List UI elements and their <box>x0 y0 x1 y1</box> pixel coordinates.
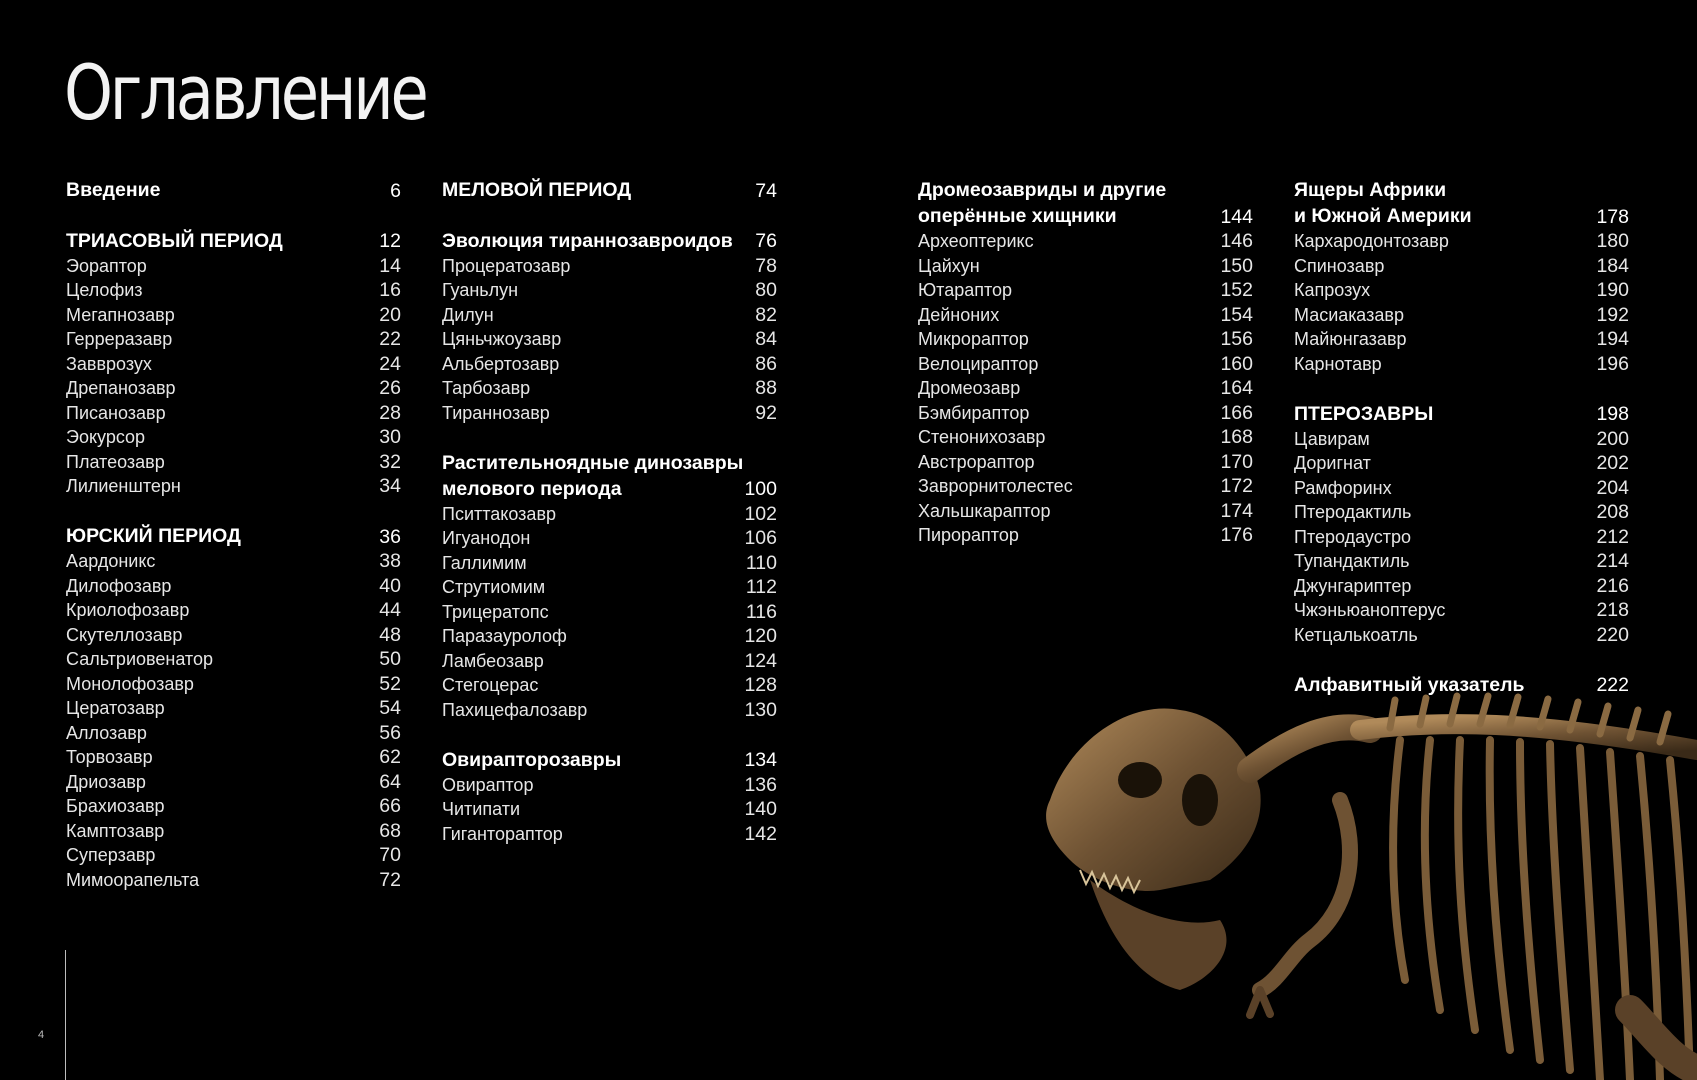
toc-column-2 <box>442 177 777 871</box>
toc-entry-label: Спинозавр <box>1294 255 1385 276</box>
toc-entry-page: 130 <box>744 698 777 721</box>
toc-entry-label: Стенонихозавр <box>918 427 1046 447</box>
toc-entry <box>442 303 777 328</box>
toc-heading-label <box>66 523 357 549</box>
toc-entry-page: 110 <box>745 551 777 574</box>
toc-entry-label: Герреразавр <box>66 329 173 349</box>
toc-section <box>1294 177 1629 376</box>
toc-entry <box>918 352 1253 377</box>
toc-heading-label <box>442 177 733 203</box>
toc-entry <box>1294 476 1629 501</box>
toc-heading-label <box>918 177 1209 229</box>
toc-heading-line: и Южной Америки <box>1294 205 1472 227</box>
toc-entry-label: Пирораптор <box>918 525 1019 545</box>
toc-section <box>1294 401 1629 648</box>
toc-entry-label: Пахицефалозавр <box>442 699 588 720</box>
toc-entry-label: Кархародонтозавр <box>1294 231 1449 251</box>
toc-entry-page: 174 <box>1220 499 1253 522</box>
toc-heading <box>442 450 777 502</box>
toc-entry-page: 184 <box>1596 254 1629 277</box>
toc-entry <box>442 575 777 600</box>
toc-entry <box>918 376 1253 401</box>
toc-entry <box>1294 352 1629 377</box>
toc-column-3 <box>918 177 1253 572</box>
toc-entry-label: Гуаньлун <box>442 280 519 300</box>
toc-heading-label <box>1294 177 1585 229</box>
toc-entry <box>66 303 401 328</box>
toc-entry <box>442 254 777 279</box>
toc-entry-label: Целофиз <box>66 280 143 300</box>
toc-entry-page: 14 <box>379 254 401 277</box>
toc-heading-page: 144 <box>1220 205 1253 228</box>
toc-heading-label <box>442 228 733 254</box>
toc-entry-label: Завврозух <box>66 353 152 374</box>
toc-entry-label: Монолофозавр <box>66 673 194 694</box>
toc-entry <box>66 352 401 377</box>
toc-entry-page: 112 <box>745 576 777 598</box>
toc-entry-page: 56 <box>379 721 401 744</box>
toc-heading <box>66 228 401 254</box>
toc-entry-page: 88 <box>755 377 777 399</box>
toc-section <box>442 228 777 426</box>
toc-entry-label: Торвозавр <box>66 747 153 767</box>
toc-entry <box>918 229 1253 254</box>
toc-entry-label: Дилофозавр <box>66 575 172 596</box>
toc-entry <box>442 401 777 426</box>
toc-entry <box>442 773 777 798</box>
toc-entry-label: Брахиозавр <box>66 796 165 816</box>
toc-entry <box>1294 623 1629 648</box>
toc-entry-page: 150 <box>1220 254 1253 277</box>
toc-entry-page: 24 <box>379 352 401 375</box>
toc-heading-label <box>442 450 743 502</box>
toc-entry-label: Майюнгазавр <box>1294 329 1407 349</box>
toc-entry-page: 180 <box>1596 230 1629 252</box>
toc-entry <box>1294 327 1629 352</box>
toc-entry <box>442 624 777 649</box>
toc-entry <box>918 303 1253 328</box>
toc-entry-label: Дилун <box>442 304 494 325</box>
toc-entry-label: Скутеллозавр <box>66 624 183 645</box>
toc-entry <box>66 549 401 574</box>
toc-entry <box>66 794 401 819</box>
toc-column-1 <box>66 177 401 917</box>
toc-heading-line: Растительноядные динозавры <box>442 451 744 474</box>
toc-entry <box>1294 500 1629 525</box>
toc-entry-label: Игуанодон <box>442 528 531 548</box>
toc-entry-label: Велоцираптор <box>918 353 1039 374</box>
toc-entry <box>442 698 777 723</box>
toc-heading-page: 178 <box>1596 205 1629 228</box>
toc-entry-label: Стегоцерас <box>442 675 539 695</box>
toc-entry-page: 154 <box>1220 303 1253 326</box>
toc-heading-page: 12 <box>379 230 401 252</box>
toc-entry-label: Лилиенштерн <box>66 476 181 496</box>
toc-heading-line: мелового периода <box>442 477 622 500</box>
toc-entry <box>442 278 777 303</box>
toc-entry <box>442 822 777 847</box>
toc-heading-page: 134 <box>744 749 777 771</box>
toc-entry-page: 216 <box>1596 574 1629 597</box>
toc-entry-page: 48 <box>379 623 401 646</box>
toc-entry-label: Паразауролоф <box>442 626 567 646</box>
toc-entry <box>442 352 777 377</box>
toc-entry <box>66 376 401 401</box>
toc-entry-page: 176 <box>1220 524 1253 546</box>
toc-heading <box>66 523 401 549</box>
toc-entry-page: 16 <box>379 279 401 301</box>
toc-entry <box>918 254 1253 279</box>
toc-entry-label: Карнотавр <box>1294 353 1382 374</box>
toc-heading-line: оперённые хищники <box>918 205 1117 227</box>
toc-entry-label: Кетцалькоатль <box>1294 624 1418 645</box>
toc-section <box>66 523 401 892</box>
toc-entry-label: Пситтакозавр <box>442 503 557 524</box>
toc-entry-page: 78 <box>755 254 777 277</box>
toc-entry-page: 82 <box>755 303 777 326</box>
toc-entry <box>66 327 401 352</box>
toc-entry <box>66 770 401 795</box>
toc-entry-label: Цайхун <box>918 255 980 276</box>
toc-heading-page: 74 <box>755 179 777 202</box>
toc-entry <box>1294 525 1629 550</box>
toc-entry-label: Рамфоринх <box>1294 477 1392 498</box>
toc-entry-page: 22 <box>379 328 401 350</box>
toc-entry-page: 32 <box>379 450 401 473</box>
toc-section <box>66 177 401 203</box>
toc-heading-line: МЕЛОВОЙ ПЕРИОД <box>442 179 632 201</box>
toc-section <box>66 228 401 499</box>
toc-entry <box>442 327 777 352</box>
toc-entry-label: Писанозавр <box>66 402 166 423</box>
toc-entry <box>66 623 401 648</box>
toc-heading <box>442 228 777 254</box>
toc-entry <box>66 425 401 450</box>
toc-entry-label: Трицератопс <box>442 601 549 622</box>
toc-heading <box>442 747 777 773</box>
toc-entry <box>918 278 1253 303</box>
toc-heading-line: Овирапторозавры <box>442 748 622 771</box>
toc-entry-label: Читипати <box>442 799 521 819</box>
toc-entry-page: 120 <box>744 625 777 647</box>
t-rex-skeleton-image <box>1010 680 1697 1080</box>
toc-heading-label <box>1294 401 1585 427</box>
toc-entry-page: 72 <box>379 868 401 891</box>
toc-entry <box>1294 427 1629 452</box>
toc-entry <box>66 450 401 475</box>
toc-heading-line: Дромеозавриды и другие <box>918 179 1167 201</box>
toc-entry-page: 220 <box>1596 623 1629 646</box>
toc-entry <box>66 745 401 770</box>
toc-entry-page: 124 <box>744 649 777 672</box>
toc-entry-label: Чжэньюаноптерус <box>1294 600 1446 620</box>
toc-entry-page: 212 <box>1596 525 1629 548</box>
toc-entry <box>66 278 401 303</box>
toc-entry <box>66 574 401 599</box>
toc-entry <box>1294 278 1629 303</box>
toc-entry-label: Мегапнозавр <box>66 304 175 325</box>
toc-entry-page: 160 <box>1220 352 1253 375</box>
toc-entry-label: Доригнат <box>1294 453 1371 473</box>
toc-heading-page: 36 <box>379 525 401 548</box>
toc-column-4 <box>1294 177 1629 722</box>
toc-entry <box>66 598 401 623</box>
toc-entry-label: Дриозавр <box>66 771 146 792</box>
toc-entry-page: 204 <box>1596 476 1629 499</box>
toc-entry <box>66 696 401 721</box>
toc-entry-page: 64 <box>379 770 401 793</box>
toc-heading <box>442 177 777 203</box>
toc-entry-page: 28 <box>379 401 401 424</box>
toc-entry <box>918 450 1253 475</box>
toc-heading-label <box>66 177 357 203</box>
toc-entry <box>442 649 777 674</box>
toc-entry-page: 66 <box>379 795 401 817</box>
toc-entry <box>918 523 1253 548</box>
toc-entry <box>918 401 1253 426</box>
toc-entry-label: Тираннозавр <box>442 402 550 423</box>
folio-rule <box>65 950 66 1080</box>
toc-entry-page: 140 <box>744 798 777 820</box>
toc-entry-label: Джунгариптер <box>1294 575 1412 596</box>
toc-heading <box>66 177 401 203</box>
toc-entry-page: 116 <box>745 600 777 623</box>
toc-entry-page: 20 <box>379 303 401 326</box>
toc-heading-page: 198 <box>1596 403 1629 425</box>
toc-entry-label: Дейноних <box>918 304 1000 325</box>
toc-entry-label: Тупандактиль <box>1294 551 1410 571</box>
toc-entry-label: Сальтриовенатор <box>66 649 213 669</box>
toc-entry-label: Платеозавр <box>66 451 165 472</box>
toc-entry-page: 170 <box>1220 450 1253 473</box>
toc-entry-label: Микрораптор <box>918 329 1029 349</box>
toc-entry-page: 68 <box>379 819 401 842</box>
toc-entry-label: Тарбозавр <box>442 378 531 398</box>
toc-heading-line: Эволюция тираннозавроидов <box>442 229 733 252</box>
toc-entry <box>918 425 1253 450</box>
toc-entry-label: Австрораптор <box>918 451 1035 472</box>
toc-heading-page: 100 <box>744 478 777 500</box>
toc-entry <box>442 673 777 698</box>
toc-entry-page: 50 <box>379 648 401 670</box>
toc-entry <box>1294 549 1629 574</box>
toc-entry-label: Цавирам <box>1294 428 1370 449</box>
toc-entry <box>918 327 1253 352</box>
toc-entry-page: 156 <box>1220 328 1253 350</box>
toc-entry-page: 208 <box>1596 501 1629 523</box>
toc-entry <box>1294 254 1629 279</box>
toc-entry-page: 218 <box>1596 599 1629 621</box>
toc-heading-line: Введение <box>66 179 161 201</box>
toc-entry <box>442 797 777 822</box>
toc-entry-page: 196 <box>1596 352 1629 375</box>
toc-entry <box>918 499 1253 524</box>
toc-entry-page: 102 <box>744 502 777 525</box>
toc-entry <box>442 526 777 551</box>
toc-heading <box>918 177 1253 229</box>
toc-entry-page: 54 <box>379 697 401 719</box>
toc-entry-label: Цератозавр <box>66 698 165 718</box>
toc-entry-label: Процератозавр <box>442 255 571 276</box>
toc-entry-label: Галлимим <box>442 552 527 573</box>
toc-entry-page: 26 <box>379 377 401 399</box>
toc-entry-page: 214 <box>1596 550 1629 572</box>
toc-entry-page: 202 <box>1596 452 1629 474</box>
toc-entry-label: Бэмбираптор <box>918 402 1030 423</box>
toc-entry-page: 38 <box>379 550 401 572</box>
page-number: 4 <box>38 1029 45 1041</box>
toc-entry <box>918 474 1253 499</box>
toc-heading-line: ЮРСКИЙ ПЕРИОД <box>66 525 241 547</box>
toc-entry-page: 192 <box>1596 303 1629 326</box>
toc-entry-page: 86 <box>755 352 777 375</box>
toc-entry-page: 168 <box>1220 426 1253 448</box>
toc-entry <box>442 551 777 576</box>
toc-entry-label: Ламбеозавр <box>442 650 544 671</box>
toc-entry <box>442 376 777 401</box>
toc-entry-label: Суперзавр <box>66 845 156 865</box>
toc-entry <box>66 843 401 868</box>
toc-entry <box>66 868 401 893</box>
toc-entry-label: Камптозавр <box>66 820 165 841</box>
toc-entry <box>66 474 401 499</box>
toc-entry-page: 146 <box>1220 230 1253 252</box>
toc-entry <box>66 672 401 697</box>
toc-entry-page: 70 <box>379 844 401 866</box>
toc-heading <box>1294 177 1629 229</box>
toc-entry <box>66 401 401 426</box>
toc-entry-label: Овираптор <box>442 774 534 795</box>
toc-entry-page: 52 <box>379 672 401 695</box>
toc-entry <box>66 254 401 279</box>
toc-entry-page: 164 <box>1220 377 1253 399</box>
toc-entry-page: 194 <box>1596 328 1629 350</box>
toc-entry-label: Криолофозавр <box>66 600 190 620</box>
toc-entry-page: 40 <box>379 574 401 597</box>
toc-heading-label <box>442 747 733 773</box>
toc-heading <box>1294 401 1629 427</box>
toc-entry-label: Эораптор <box>66 255 147 276</box>
toc-entry <box>1294 598 1629 623</box>
toc-entry-page: 152 <box>1220 279 1253 301</box>
toc-entry-page: 80 <box>755 279 777 301</box>
toc-entry-label: Альбертозавр <box>442 353 560 374</box>
toc-entry-page: 30 <box>379 426 401 448</box>
toc-entry-page: 106 <box>744 527 777 549</box>
toc-entry-label: Птеродактиль <box>1294 502 1412 522</box>
toc-entry-label: Заврорнитолестес <box>918 476 1073 496</box>
toc-heading-line: ТРИАСОВЫЙ ПЕРИОД <box>66 229 283 252</box>
toc-entry-page: 128 <box>744 674 777 696</box>
toc-section <box>442 450 777 723</box>
toc-entry-label: Дромеозавр <box>918 378 1021 398</box>
toc-entry-label: Аллозавр <box>66 722 147 743</box>
toc-entry-page: 62 <box>379 746 401 768</box>
toc-entry <box>1294 574 1629 599</box>
toc-section <box>442 177 777 203</box>
toc-heading-label <box>66 228 357 254</box>
toc-entry-label: Эокурсор <box>66 427 146 447</box>
toc-entry-label: Цяньчжоузавр <box>442 329 562 349</box>
toc-entry <box>66 647 401 672</box>
toc-entry-label: Ютараптор <box>918 280 1013 300</box>
toc-entry-page: 166 <box>1220 401 1253 424</box>
toc-entry <box>66 721 401 746</box>
toc-entry-page: 84 <box>755 328 777 350</box>
toc-entry-label: Птеродаустро <box>1294 526 1411 547</box>
toc-entry-label: Капрозух <box>1294 280 1371 300</box>
toc-entry-page: 200 <box>1596 427 1629 450</box>
toc-entry <box>442 600 777 625</box>
toc-entry-label: Археоптерикс <box>918 231 1034 251</box>
toc-entry-label: Гиганторaптор <box>442 823 563 844</box>
toc-entry-page: 190 <box>1596 279 1629 301</box>
toc-heading-line: Алфавитный указатель <box>1294 673 1525 696</box>
toc-entry-label: Аардоникс <box>66 551 156 571</box>
toc-entry <box>66 819 401 844</box>
toc-entry <box>1294 303 1629 328</box>
toc-entry-page: 34 <box>379 475 401 497</box>
toc-entry-page: 142 <box>744 822 777 845</box>
toc-entry-label: Масиакaзавр <box>1294 304 1404 325</box>
toc-entry <box>1294 229 1629 254</box>
toc-heading-page: 6 <box>390 179 401 202</box>
page-title: Оглавление <box>64 48 426 137</box>
toc-entry-page: 92 <box>755 401 777 424</box>
toc-entry-page: 136 <box>744 773 777 796</box>
toc-entry-page: 172 <box>1220 475 1253 497</box>
toc-entry-label: Мимоорапельта <box>66 869 200 890</box>
toc-section <box>442 747 777 847</box>
toc-section <box>918 177 1253 548</box>
toc-entry <box>442 502 777 527</box>
toc-entry-page: 44 <box>379 599 401 621</box>
toc-heading-line: ПТЕРОЗАВРЫ <box>1294 402 1434 425</box>
toc-entry-label: Струтиомим <box>442 577 546 597</box>
toc-entry-label: Дрепанозавр <box>66 378 176 398</box>
toc-heading-page: 76 <box>755 230 777 252</box>
toc-heading-page: 222 <box>1596 674 1629 696</box>
toc-heading-line: Ящеры Африки <box>1294 179 1447 201</box>
toc-entry <box>1294 451 1629 476</box>
toc-entry-label: Хальшкараптор <box>918 500 1051 521</box>
